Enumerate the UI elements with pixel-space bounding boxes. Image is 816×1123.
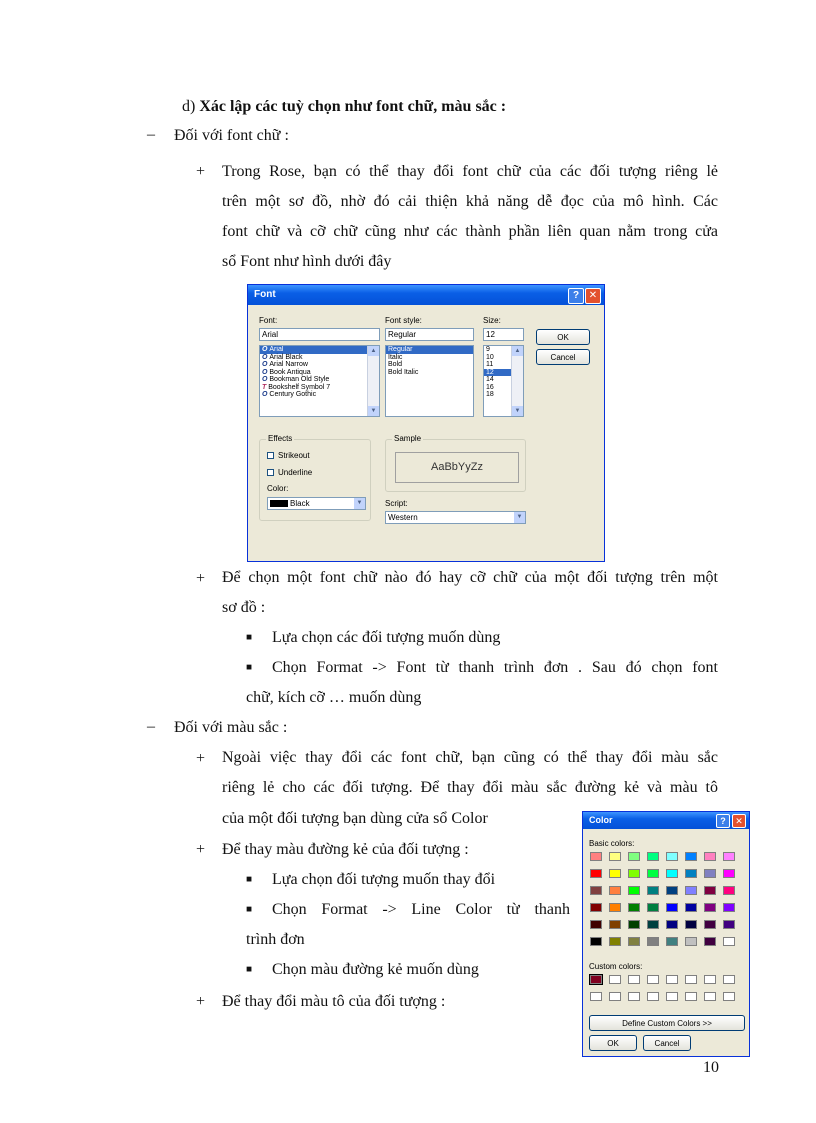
basic-color-swatch[interactable] <box>590 852 602 861</box>
basic-color-swatch[interactable] <box>685 852 697 861</box>
custom-color-swatch[interactable] <box>666 992 678 1001</box>
font-style-list[interactable] <box>385 345 474 417</box>
effects-label: Effects <box>268 434 293 443</box>
underline-checkbox[interactable] <box>267 469 274 476</box>
basic-color-swatch[interactable] <box>685 886 697 895</box>
size-list-scrollbar[interactable] <box>511 346 523 416</box>
bullet-icon: ■ <box>246 632 253 643</box>
basic-color-swatch[interactable] <box>647 903 659 912</box>
list-item-label: Bold Italic <box>388 368 419 376</box>
basic-color-swatch[interactable] <box>723 920 735 929</box>
basic-color-swatch[interactable] <box>666 852 678 861</box>
bullet-text: Lựa chọn đối tượng muốn thay đổi <box>272 871 496 888</box>
basic-color-swatch[interactable] <box>666 903 678 912</box>
basic-color-swatch[interactable] <box>704 869 716 878</box>
custom-color-swatch[interactable] <box>590 992 602 1001</box>
basic-color-swatch[interactable] <box>628 903 640 912</box>
basic-color-swatch[interactable] <box>723 886 735 895</box>
section-heading <box>182 97 506 117</box>
list-item-label: 10 <box>486 353 494 361</box>
custom-color-swatch[interactable] <box>685 975 697 984</box>
script-select[interactable] <box>385 511 526 524</box>
list-item[interactable] <box>386 346 473 354</box>
opentype-icon: O <box>262 391 270 398</box>
heading-prefix: d) <box>182 98 196 115</box>
basic-color-swatch[interactable] <box>666 920 678 929</box>
paragraph-line: font chữ và cỡ chữ cũng như các thành phần liên quan nằm trong cửa <box>222 223 718 240</box>
list-item[interactable] <box>386 354 473 362</box>
basic-color-swatch[interactable] <box>628 920 640 929</box>
font-list-scrollbar[interactable] <box>367 346 379 416</box>
basic-color-swatch[interactable] <box>609 869 621 878</box>
basic-color-swatch[interactable] <box>628 937 640 946</box>
paragraph-line: sơ đồ : <box>222 599 266 616</box>
list-item-label: Book Antiqua <box>269 368 311 376</box>
bullet-text: Chọn Format -> Font từ thanh trình đơn . Sau đó chọn font <box>272 659 718 676</box>
list-item-label: Regular <box>388 346 413 353</box>
basic-color-swatch[interactable] <box>666 937 678 946</box>
custom-color-swatch[interactable] <box>666 975 678 984</box>
paragraph-line: trên một sơ đồ, nhờ đó cải thiện khả năng dễ đọc của mô hình. Các <box>222 193 718 210</box>
color-section-title: Đối với màu sắc : <box>174 719 288 736</box>
color-dialog-title: Color <box>589 815 613 825</box>
basic-color-swatch[interactable] <box>590 937 602 946</box>
chevron-down-icon[interactable]: ▼ <box>354 498 365 509</box>
font-dialog-title: Font <box>254 289 276 300</box>
plus-marker: + <box>196 841 206 858</box>
list-item-label: Century Gothic <box>269 391 317 398</box>
page-number: 10 <box>703 1059 719 1076</box>
size-input[interactable]: 12 <box>483 328 524 341</box>
list-item-label: 12 <box>486 368 494 376</box>
font-dialog-titlebar <box>248 285 604 305</box>
list-item-label: Arial <box>269 346 284 353</box>
paragraph-line: Để chọn một font chữ nào đó hay cỡ chữ của một đối tượng trên một <box>222 569 718 586</box>
font-label: Font: <box>259 316 278 325</box>
list-item-label: Bookshelf Symbol 7 <box>268 383 331 391</box>
list-item-label: 14 <box>486 376 494 383</box>
font-name-input[interactable]: Arial <box>259 328 380 341</box>
list-item-label: Italic <box>388 353 403 361</box>
scroll-down-icon[interactable]: ▼ <box>368 406 379 416</box>
list-item[interactable] <box>386 361 473 369</box>
bullet-text: Lựa chọn các đối tượng muốn dùng <box>272 629 501 646</box>
help-icon[interactable]: ? <box>568 288 584 304</box>
scroll-up-icon[interactable]: ▲ <box>368 346 379 356</box>
custom-color-swatch[interactable] <box>628 992 640 1001</box>
color-value: Black <box>290 499 310 508</box>
list-item[interactable] <box>386 369 473 377</box>
bullet-icon: ■ <box>246 874 253 885</box>
strikeout-label: Strikeout <box>278 451 310 460</box>
list-item[interactable] <box>260 391 379 399</box>
list-item[interactable] <box>260 376 379 384</box>
color-dialog <box>582 811 750 1057</box>
basic-color-swatch[interactable] <box>590 920 602 929</box>
basic-color-swatch[interactable] <box>704 852 716 861</box>
color-label: Color: <box>267 484 289 493</box>
basic-color-swatch[interactable] <box>647 886 659 895</box>
basic-color-swatch[interactable] <box>628 869 640 878</box>
font-style-input[interactable]: Regular <box>385 328 474 341</box>
basic-color-swatch[interactable] <box>628 852 640 861</box>
paragraph-line: của một đối tượng bạn dùng cửa sổ Color <box>222 810 488 827</box>
cancel-button[interactable]: Cancel <box>536 349 590 365</box>
list-item-label: Bold <box>388 361 403 368</box>
font-dialog <box>247 284 605 562</box>
chevron-down-icon[interactable]: ▼ <box>514 512 525 523</box>
basic-color-swatch[interactable] <box>590 903 602 912</box>
list-item[interactable] <box>260 384 379 392</box>
basic-color-swatch[interactable] <box>647 852 659 861</box>
color-select[interactable] <box>267 497 366 510</box>
basic-colors-label: Basic colors: <box>589 839 635 848</box>
basic-color-swatch[interactable] <box>723 937 735 946</box>
custom-colors-label: Custom colors: <box>589 962 643 971</box>
opentype-icon: O <box>262 376 270 383</box>
close-icon[interactable]: ✕ <box>732 814 746 828</box>
custom-color-swatch[interactable] <box>647 975 659 984</box>
basic-color-swatch[interactable] <box>723 869 735 878</box>
basic-color-swatch[interactable] <box>704 886 716 895</box>
list-item-label: Arial Black <box>269 353 303 361</box>
help-icon[interactable]: ? <box>716 814 730 828</box>
paragraph-line: Để thay màu đường kẻ của đối tượng : <box>222 841 469 858</box>
bullet-icon: ■ <box>246 904 253 915</box>
underline-label: Underline <box>278 468 313 477</box>
basic-color-swatch[interactable] <box>609 903 621 912</box>
basic-color-swatch[interactable] <box>590 869 602 878</box>
basic-color-swatch[interactable] <box>647 920 659 929</box>
scroll-down-icon[interactable]: ▼ <box>512 406 523 416</box>
basic-color-swatch[interactable] <box>723 903 735 912</box>
custom-color-swatch[interactable] <box>685 992 697 1001</box>
list-item-label: 18 <box>486 391 494 398</box>
list-item[interactable] <box>260 369 379 377</box>
plus-marker: + <box>196 163 206 180</box>
opentype-icon: O <box>262 353 270 361</box>
list-item-label: 9 <box>486 346 490 353</box>
basic-color-swatch[interactable] <box>685 920 697 929</box>
sample-preview: AaBbYyZz <box>395 452 519 483</box>
basic-color-swatch[interactable] <box>647 937 659 946</box>
custom-color-swatch[interactable] <box>628 975 640 984</box>
custom-color-swatch[interactable] <box>723 992 735 1001</box>
strikeout-checkbox[interactable] <box>267 452 274 459</box>
list-item-label: 11 <box>486 361 494 368</box>
basic-color-swatch[interactable] <box>647 869 659 878</box>
basic-color-swatch[interactable] <box>685 937 697 946</box>
basic-color-swatch[interactable] <box>609 937 621 946</box>
paragraph-line: sổ Font như hình dưới đây <box>222 253 392 270</box>
dash-marker: – <box>147 126 155 143</box>
plus-marker: + <box>196 993 206 1010</box>
paragraph-line: Ngoài việc thay đổi các font chữ, bạn cũng có thể thay đổi màu sắc <box>222 749 718 766</box>
dash-marker: – <box>147 718 155 735</box>
truetype-icon: T <box>262 383 269 391</box>
size-list[interactable] <box>483 345 524 417</box>
font-list[interactable] <box>259 345 380 417</box>
list-item[interactable] <box>260 354 379 362</box>
custom-color-swatch[interactable] <box>609 992 621 1001</box>
basic-color-swatch[interactable] <box>666 869 678 878</box>
define-custom-colors-button[interactable]: Define Custom Colors >> <box>589 1015 745 1031</box>
basic-color-swatch[interactable] <box>628 886 640 895</box>
basic-color-swatch[interactable] <box>685 903 697 912</box>
custom-color-swatch[interactable] <box>704 975 716 984</box>
basic-color-swatch[interactable] <box>609 852 621 861</box>
sample-label: Sample <box>394 434 422 443</box>
list-item[interactable] <box>260 346 379 354</box>
opentype-icon: O <box>262 346 270 353</box>
script-value: Western <box>388 513 418 522</box>
font-section-title: Đối với font chữ : <box>174 127 289 144</box>
custom-color-swatch[interactable] <box>609 975 621 984</box>
list-item-label: 16 <box>486 383 494 391</box>
color-swatch <box>270 500 288 507</box>
size-label: Size: <box>483 316 501 325</box>
basic-color-swatch[interactable] <box>685 869 697 878</box>
list-item-label: Arial Narrow <box>269 361 308 368</box>
plus-marker: + <box>196 750 206 767</box>
paragraph-line: riêng lẻ cho các đối tượng. Để thay đổi màu sắc đường kẻ và màu tô <box>222 779 718 796</box>
ok-button[interactable]: OK <box>589 1035 637 1051</box>
custom-color-swatch[interactable] <box>647 992 659 1001</box>
scroll-up-icon[interactable]: ▲ <box>512 346 523 356</box>
bullet-text: Chọn màu đường kẻ muốn dùng <box>272 961 479 978</box>
basic-color-swatch[interactable] <box>704 903 716 912</box>
opentype-icon: O <box>262 361 270 368</box>
basic-color-swatch[interactable] <box>609 920 621 929</box>
bullet-text: Chọn Format -> Line Color từ thanh <box>272 901 570 918</box>
bullet-icon: ■ <box>246 964 253 975</box>
basic-color-swatch[interactable] <box>723 852 735 861</box>
close-icon[interactable]: ✕ <box>585 288 601 304</box>
custom-color-swatch[interactable] <box>704 992 716 1001</box>
bullet-text: chữ, kích cỡ … muốn dùng <box>246 689 422 706</box>
custom-color-swatch[interactable] <box>590 975 602 984</box>
bullet-icon: ■ <box>246 662 253 673</box>
cancel-button[interactable]: Cancel <box>643 1035 691 1051</box>
basic-color-swatch[interactable] <box>666 886 678 895</box>
list-item[interactable] <box>260 361 379 369</box>
custom-color-swatch[interactable] <box>723 975 735 984</box>
paragraph-line: Để thay đổi màu tô của đối tượng : <box>222 993 446 1010</box>
basic-color-swatch[interactable] <box>704 937 716 946</box>
script-label: Script: <box>385 499 408 508</box>
basic-color-swatch[interactable] <box>590 886 602 895</box>
font-style-label: Font style: <box>385 316 422 325</box>
paragraph-line: Trong Rose, bạn có thể thay đổi font chữ của các đối tượng riêng lẻ <box>222 163 718 180</box>
heading-title: Xác lập các tuỳ chọn như font chữ, màu sắc : <box>199 98 507 115</box>
basic-color-swatch[interactable] <box>609 886 621 895</box>
plus-marker: + <box>196 570 206 587</box>
list-item-label: Bookman Old Style <box>269 376 330 383</box>
bullet-text: trình đơn <box>246 931 305 948</box>
ok-button[interactable]: OK <box>536 329 590 345</box>
basic-color-swatch[interactable] <box>704 920 716 929</box>
opentype-icon: O <box>262 368 270 376</box>
